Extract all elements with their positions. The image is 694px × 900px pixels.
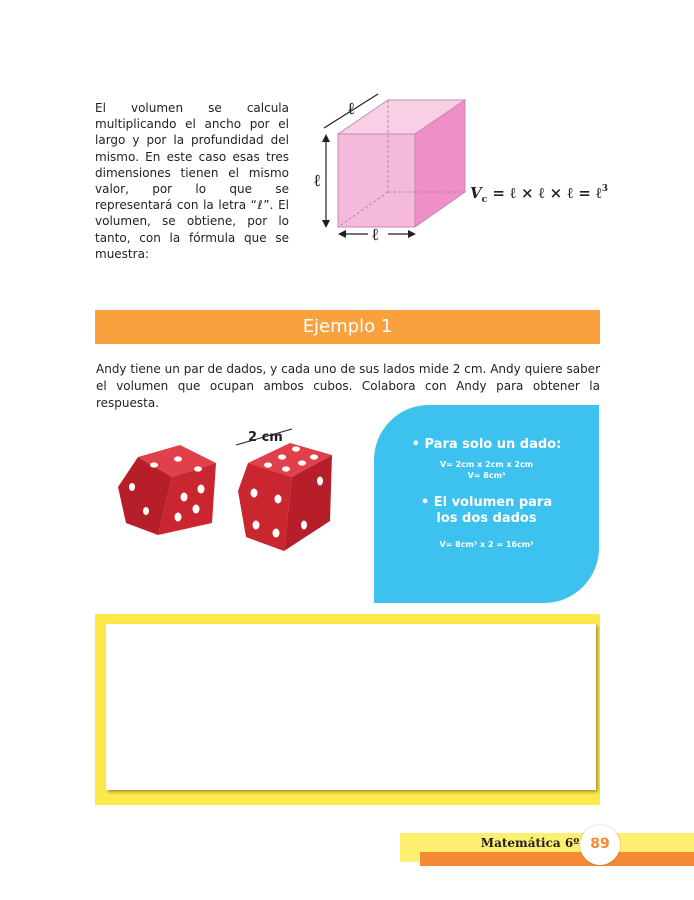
left-die <box>118 445 216 535</box>
answer-area[interactable] <box>106 624 596 790</box>
formula-exponent: 3 <box>601 184 608 194</box>
intro-paragraph: El volumen se calcula multiplicando el ancho por el largo y por la profundidad del mismo. En este caso esas tres dimensiones tienen el mismo valor, por lo que se representará con la letra “ℓ”. El volumen, se obtiene, por lo tanto, con la fórmula que se muestra: <box>95 101 289 261</box>
example-banner: Ejemplo 1 <box>95 310 600 344</box>
cube-front-face <box>338 134 415 227</box>
solution-heading-two-line-one: • El volumen para <box>420 495 553 510</box>
arrow-head <box>338 230 346 238</box>
cube-label-left: ℓ <box>314 171 321 191</box>
arrow-head <box>322 134 330 142</box>
formula-lhs: V <box>470 184 482 202</box>
solution-calc-one: V= 2cm x 2cm x 2cm <box>439 460 534 469</box>
solution-calc-two: V= 8cm³ x 2 = 16cm³ <box>439 540 534 549</box>
arrow-head <box>408 230 416 238</box>
footer-band-orange <box>420 852 694 866</box>
cube-label-top: ℓ <box>348 99 355 119</box>
cube-label-bottom: ℓ <box>372 225 379 245</box>
cube-diagram <box>310 92 608 252</box>
dice-dimension-label: 2 cm <box>248 430 283 445</box>
volume-formula <box>470 184 608 205</box>
formula-rhs: = ℓ × ℓ × ℓ = ℓ <box>487 184 602 202</box>
problem-statement: Andy tiene un par de dados, y cada uno de sus lados mide 2 cm. Andy quiere saber el volumen que ocupan ambos cubos. Colabora con Andy para obtener la respuesta. <box>96 362 600 410</box>
solution-heading-one: • Para solo un dado: <box>411 437 562 452</box>
arrow-head <box>322 220 330 228</box>
page-number: 89 <box>590 836 610 852</box>
footer-subject: Matemática 6º <box>480 836 580 850</box>
right-die <box>238 443 332 551</box>
dice-illustration <box>108 425 358 565</box>
solution-heading-two-line-two: los dos dados <box>436 511 537 526</box>
formula-subscript: c <box>481 195 488 205</box>
solution-box <box>374 405 599 603</box>
solution-result-one: V= 8cm³ <box>467 471 506 480</box>
